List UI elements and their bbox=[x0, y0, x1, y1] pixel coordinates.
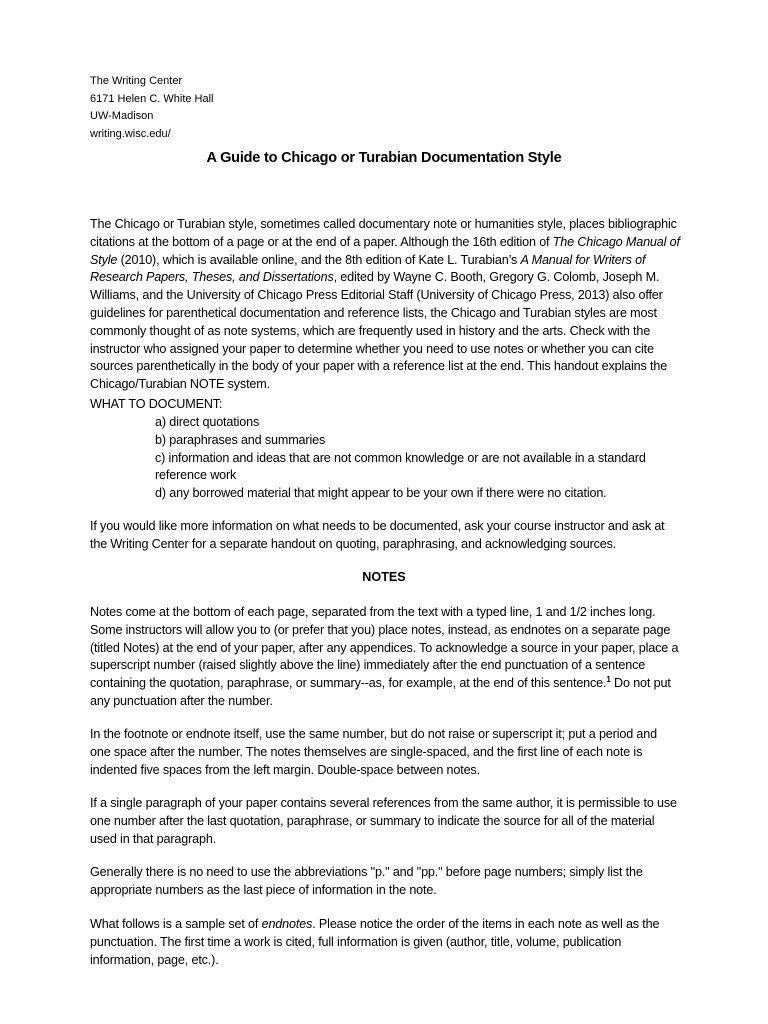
notes-paragraph-3: If a single paragraph of your paper contains several references from the same author, it is permissible to use one number after the last quotation, paraphrase, or summary to indicate the source for all of the material used in that paragraph. bbox=[90, 796, 677, 846]
superscript-number: 1 bbox=[606, 675, 611, 685]
what-to-document-heading: WHAT TO DOCUMENT: bbox=[90, 397, 223, 411]
list-item: b) paraphrases and summaries bbox=[155, 432, 326, 447]
address-line-website: writing.wisc.edu/ bbox=[90, 127, 171, 140]
notes-heading: NOTES bbox=[362, 570, 406, 584]
notes-paragraph-5 bbox=[90, 916, 680, 969]
what-to-document-list bbox=[155, 414, 680, 503]
notes-p1-text-2: Do not put any punctuation after the number. bbox=[90, 676, 671, 708]
notes-p5-italic-endnotes: endnotes bbox=[261, 917, 313, 931]
list-item: a) direct quotations bbox=[155, 415, 260, 429]
list-item: d) any borrowed material that might appear to be your own if there were no citation. bbox=[155, 486, 607, 501]
intro-italic-manual: The Chicago Manual of Style bbox=[90, 234, 680, 267]
notes-p1-text-1: Notes come at the bottom of each page, separated from the text with a typed line, 1 and 1/2 inches long. Some instructors will allow you to (or prefer that you) place notes, instead, as endnotes on a separate page (titled Notes) at the end of your paper, after any appendices. To acknowledge a source in your paper, place a superscript number (raised slightly above the line) immediately after the end punctuation of a sentence containing the quotation, paraphrase, or summary--as, for example, at the end of this sentence. bbox=[90, 605, 679, 691]
intro-text-3: , edited by Wayne C. Booth, Gregory G. Colomb, Joseph M. Williams, and the University of Chicago Press Editorial Staff (University of Chicago Press, 2013) also offer guidelines for parenthetical documentation and reference lists, the Chicago and Turabian styles are most commonly thought of as note systems, which are frequently used in history and the arts. Check with the instructor who assigned your paper to determine whether you need to use notes or whether you can cite sources parenthetically in the body of your paper with a reference list at the end. This handout explains the Chicago/Turabian NOTE system. bbox=[90, 270, 668, 392]
intro-paragraph bbox=[90, 216, 680, 394]
more-info-paragraph: If you would like more information on what needs to be documented, ask your course instructor and ask at the Writing Center for a separate handout on quoting, paraphrasing, and acknowledging sources. bbox=[90, 519, 665, 551]
notes-paragraph-4: Generally there is no need to use the abbreviations "p." and "pp." before page numbers; simply list the appropriate numbers as the last piece of information in the note. bbox=[90, 865, 643, 897]
notes-p5-text-2: . Please notice the order of the items in each note as well as the punctuation. The first time a work is cited, full information is given (author, title, volume, publication information, page, etc.). bbox=[90, 917, 660, 967]
notes-paragraph-2: In the footnote or endnote itself, use the same number, but do not raise or superscript it; put a period and one space after the number. The notes themselves are single-spaced, and the first line of each note is indented five spaces from the left margin. Double-space between notes. bbox=[90, 727, 657, 777]
address-line-campus: UW-Madison bbox=[90, 110, 154, 122]
intro-text-2: (2010), which is available online, and the 8th edition of Kate L. Turabian’s bbox=[117, 252, 521, 267]
notes-paragraph-1 bbox=[90, 604, 680, 711]
address-line-building: 6171 Helen C. White Hall bbox=[90, 92, 214, 105]
document-title: A Guide to Chicago or Turabian Documentation Style bbox=[206, 150, 562, 166]
intro-italic-turabian: A Manual for Writers of Research Papers, Theses, and Dissertations bbox=[90, 252, 646, 285]
address-block bbox=[90, 73, 214, 143]
list-item: c) information and ideas that are not common knowledge or are not available in a standard reference work bbox=[155, 450, 646, 483]
notes-p5-text-1: What follows is a sample set of bbox=[90, 917, 262, 931]
intro-text-1: The Chicago or Turabian style, sometimes called documentary note or humanities style, places bibliographic citations at the bottom of a page or at the end of a paper. Although the 16th edition of bbox=[90, 217, 677, 249]
address-line-org: The Writing Center bbox=[90, 75, 183, 87]
